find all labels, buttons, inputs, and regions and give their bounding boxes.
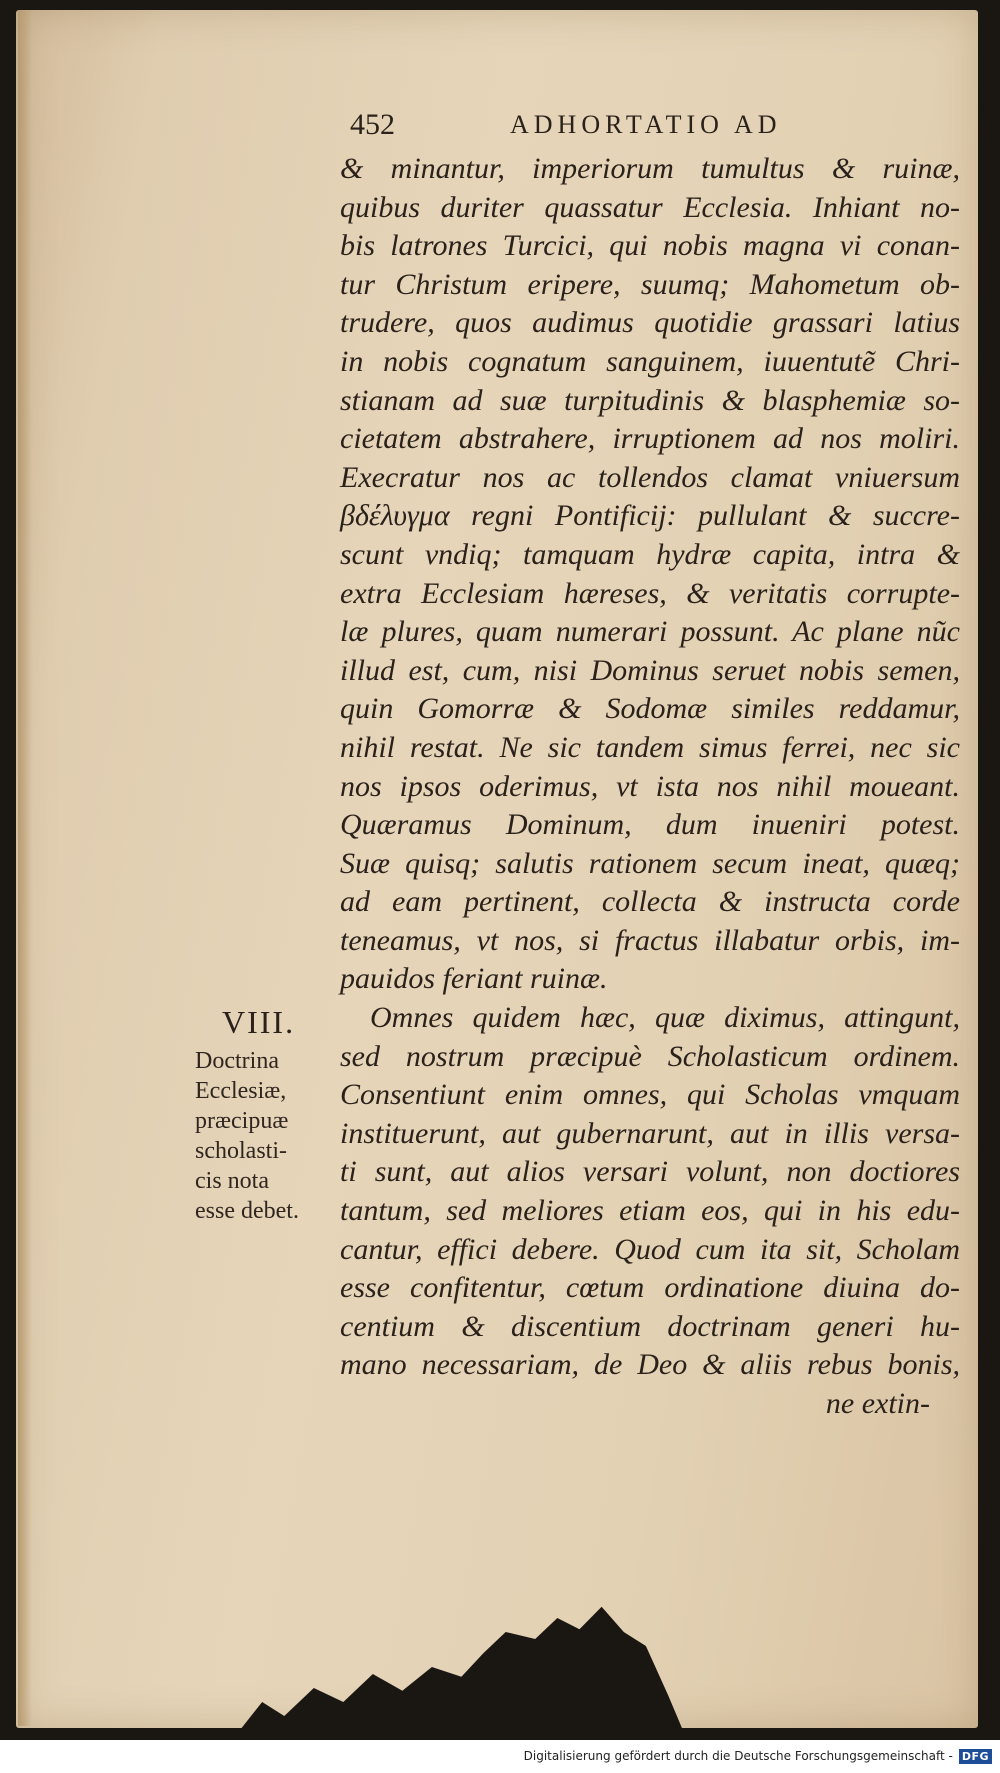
page-number: 452 (350, 108, 395, 141)
text-line: nos ipsos oderimus, vt ista nos nihil moueant. (340, 769, 960, 803)
running-head: ADHORTATIO AD (510, 110, 782, 139)
text-line: extra Ecclesiam hæreses, & veritatis corrupte- (340, 576, 960, 610)
text-line: sed nostrum præcipuè Scholasticum ordinem. (340, 1039, 960, 1073)
text-line: Quæramus Dominum, dum inueniri potest. (340, 808, 960, 842)
text-line: læ plures, quam numerari possunt. Ac plane nũc (340, 615, 960, 649)
marginal-note-line: esse debet. (195, 1198, 299, 1224)
text-line: Suæ quisq; salutis rationem secum ineat, quæq; (340, 846, 960, 880)
dfg-logo: DFG (959, 1749, 992, 1764)
digitization-credit (524, 1743, 992, 1769)
text-line: ti sunt, aut alios versari volunt, non doctiores (340, 1155, 960, 1189)
marginal-note-line: Ecclesiæ, (195, 1078, 287, 1104)
text-line: in nobis cognatum sanguinem, iuuentutẽ Chri- (340, 344, 960, 378)
credit-text: Digitalisierung gefördert durch die Deutsche Forschungsgemeinschaft - (523, 1749, 953, 1763)
text-line: quin Gomorræ & Sodomæ similes reddamur, (340, 692, 960, 726)
text-line: βδέλυγμα regni Pontificij: pullulant & succre- (340, 499, 960, 533)
marginal-note-line: Doctrina (195, 1048, 279, 1074)
text-line: scunt vndiq; tamquam hydræ capita, intra & (340, 537, 960, 571)
marginal-note-line: cis nota (195, 1168, 269, 1194)
text-line: cietatem abstrahere, irruptionem ad nos moliri. (340, 422, 960, 456)
text-line: stianam ad suæ turpitudinis & blasphemiæ so- (340, 383, 960, 417)
text-line: Omnes quidem hæc, quæ diximus, attingunt, (370, 1001, 960, 1035)
text-line: pauidos feriant ruinæ. (340, 962, 608, 996)
text-line: tur Christum eripere, suumq; Mahometum ob- (340, 267, 960, 301)
text-line: ad eam pertinent, collecta & instructa corde (340, 885, 960, 919)
text-line: esse confitentur, cœtum ordinatione diuina do- (340, 1271, 960, 1305)
text-line: nihil restat. Ne sic tandem simus ferrei, nec sic (340, 730, 960, 764)
text-line: quibus duriter quassatur Ecclesia. Inhiant no- (340, 190, 960, 224)
text-line: instituerunt, aut gubernarunt, aut in illis versa- (340, 1116, 960, 1150)
text-line: teneamus, vt nos, si fractus illabatur orbis, im- (340, 923, 960, 957)
text-line: bis latrones Turcici, qui nobis magna vi conan- (340, 229, 960, 263)
catchword: ne extin- (825, 1387, 930, 1420)
marginal-note-line: præcipuæ (195, 1108, 289, 1134)
text-line: cantur, effici debere. Quod cum ita sit, Scholam (340, 1232, 960, 1266)
text-line: illud est, cum, nisi Dominus seruet nobis semen, (340, 653, 960, 687)
main-text-block (340, 150, 960, 1424)
marginal-note (195, 1046, 335, 1226)
marginal-note-line: scholasti- (195, 1138, 287, 1164)
text-line: centium & discentium doctrinam generi hu- (340, 1309, 960, 1343)
text-line: trudere, quos audimus quotidie grassari latius (340, 306, 960, 340)
text-line: mano necessariam, de Deo & aliis rebus bonis, (340, 1348, 960, 1382)
text-line: Execratur nos ac tollendos clamat vniuersum (340, 460, 960, 494)
text-line: & minantur, imperiorum tumultus & ruinæ, (340, 152, 960, 185)
text-line: tantum, sed meliores etiam eos, qui in his edu- (340, 1194, 960, 1228)
section-number: VIII. (222, 1004, 296, 1040)
text-line: Consentiunt enim omnes, qui Scholas vmquam (340, 1078, 960, 1112)
page-edge-shadow (18, 10, 32, 1726)
